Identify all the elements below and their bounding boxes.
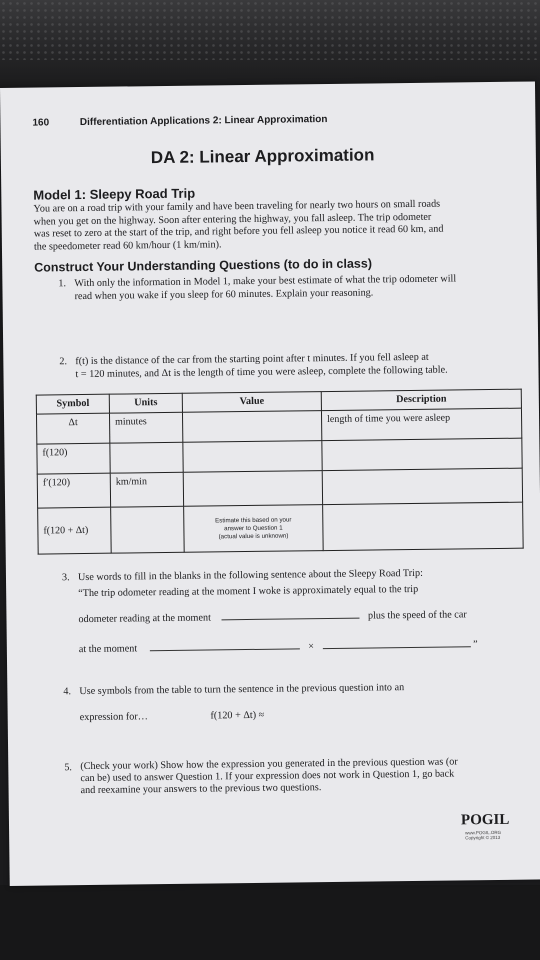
column-header: Description	[321, 389, 521, 410]
value-cell[interactable]	[183, 471, 322, 507]
sentence-fragment: expression for…	[79, 711, 148, 724]
question-line	[80, 706, 520, 724]
question-line: can be) used to answer Question 1. If your expression does not work in Question 1, go back	[80, 768, 455, 785]
hint-line: Estimate this based on your	[215, 515, 292, 524]
background-bottom	[0, 885, 540, 960]
question-number: 3.	[61, 572, 70, 584]
pogil-logo-caption	[465, 830, 501, 840]
table-row	[38, 502, 524, 554]
question-number: 4.	[63, 686, 72, 698]
units-cell: km/min	[110, 472, 183, 507]
description-cell[interactable]	[322, 468, 522, 504]
model-line: You are on a road trip with your family and have been traveling for nearly two hours on small roads	[33, 198, 441, 215]
question-4	[63, 680, 533, 726]
units-cell[interactable]	[110, 442, 183, 473]
question-line: Use symbols from the table to turn the sentence in the previous question into an	[79, 682, 405, 698]
section-title: Construct Your Understanding Questions (to do in class)	[34, 256, 373, 275]
question-number: 2.	[59, 356, 68, 368]
background-top	[0, 0, 540, 90]
background-texture	[0, 0, 540, 60]
question-line	[79, 637, 519, 656]
times-symbol: ×	[308, 641, 315, 653]
logo-caption-line: www.POGIL.ORG	[465, 829, 502, 836]
column-header: Units	[109, 393, 182, 413]
symbol-cell: f′(120)	[37, 473, 110, 508]
column-header: Symbol	[36, 394, 109, 414]
blank-field-3[interactable]	[322, 637, 470, 649]
page-number: 160	[32, 117, 50, 129]
question-line: (Check your work) Show how the expression you generated in the previous question was (or	[80, 756, 458, 773]
question-line: Use words to fill in the blanks in the following sentence about the Sleepy Road Trip:	[77, 567, 423, 584]
units-cell[interactable]	[111, 506, 185, 553]
question-number: 5.	[64, 762, 73, 774]
symbol-cell: f(120)	[37, 443, 110, 474]
worksheet-page	[0, 81, 540, 885]
model-description	[33, 198, 524, 254]
model-line: the speedometer read 60 km/hour (1 km/min).	[33, 238, 222, 253]
description-cell: length of time you were asleep	[321, 408, 521, 440]
question-line: f(t) is the distance of the car from the starting point after t minutes. If you fell asleep at	[75, 351, 429, 368]
running-title: Differentiation Applications 2: Linear Approximation	[79, 114, 328, 129]
symbol-cell: Δt	[36, 413, 109, 444]
question-line: t = 120 minutes, and Δt is the length of time you were asleep, complete the following table.	[75, 364, 448, 381]
hint-line: (actual value is unknown)	[218, 532, 289, 540]
sentence-fragment: plus the speed of the car	[367, 609, 467, 622]
value-hint	[189, 516, 317, 542]
sentence-fragment: at the moment	[78, 643, 138, 656]
symbol-cell: f(120 + Δt)	[38, 507, 112, 554]
hint-line: answer to Question 1	[224, 524, 283, 532]
sentence-fragment: odometer reading at the moment	[78, 612, 211, 626]
blank-field-2[interactable]	[150, 639, 300, 651]
question-line: read when you wake if you sleep for 60 minutes. Explain your reasoning.	[74, 287, 374, 303]
blank-field-1[interactable]	[221, 609, 359, 621]
model-title: Model 1: Sleepy Road Trip	[33, 185, 196, 203]
question-line	[78, 607, 518, 626]
question-number: 1.	[58, 278, 67, 290]
model-line: when you get on the highway. Soon after entering the highway, you fall asleep. The trip odometer	[33, 211, 432, 228]
value-cell[interactable]	[183, 441, 322, 473]
expression: f(120 + Δt) ≈	[210, 709, 265, 722]
page-title: DA 2: Linear Approximation	[150, 145, 375, 168]
question-3	[62, 566, 533, 662]
value-cell[interactable]	[184, 505, 324, 553]
question-line: and reexamine your answers to the previous two questions.	[80, 782, 322, 797]
model-line: was reset to zero at the start of the trip, and right before you fell asleep you notice it read 60 km, and	[33, 223, 444, 240]
question-line: “The trip odometer reading at the moment I woke is approximately equal to the trip	[78, 583, 419, 600]
description-cell[interactable]	[323, 502, 524, 550]
column-header: Value	[182, 392, 321, 413]
close-quote: ”	[472, 639, 478, 651]
running-header	[32, 114, 327, 129]
units-cell: minutes	[109, 412, 182, 443]
value-cell[interactable]	[182, 411, 321, 443]
logo-caption-line: Copyright © 2013	[465, 834, 501, 841]
pogil-logo: POGIL	[460, 811, 510, 829]
question-line: With only the information in Model 1, make your best estimate of what the trip odometer will	[74, 273, 457, 290]
question-5	[64, 756, 535, 807]
completion-table	[36, 389, 524, 555]
description-cell[interactable]	[322, 438, 522, 470]
